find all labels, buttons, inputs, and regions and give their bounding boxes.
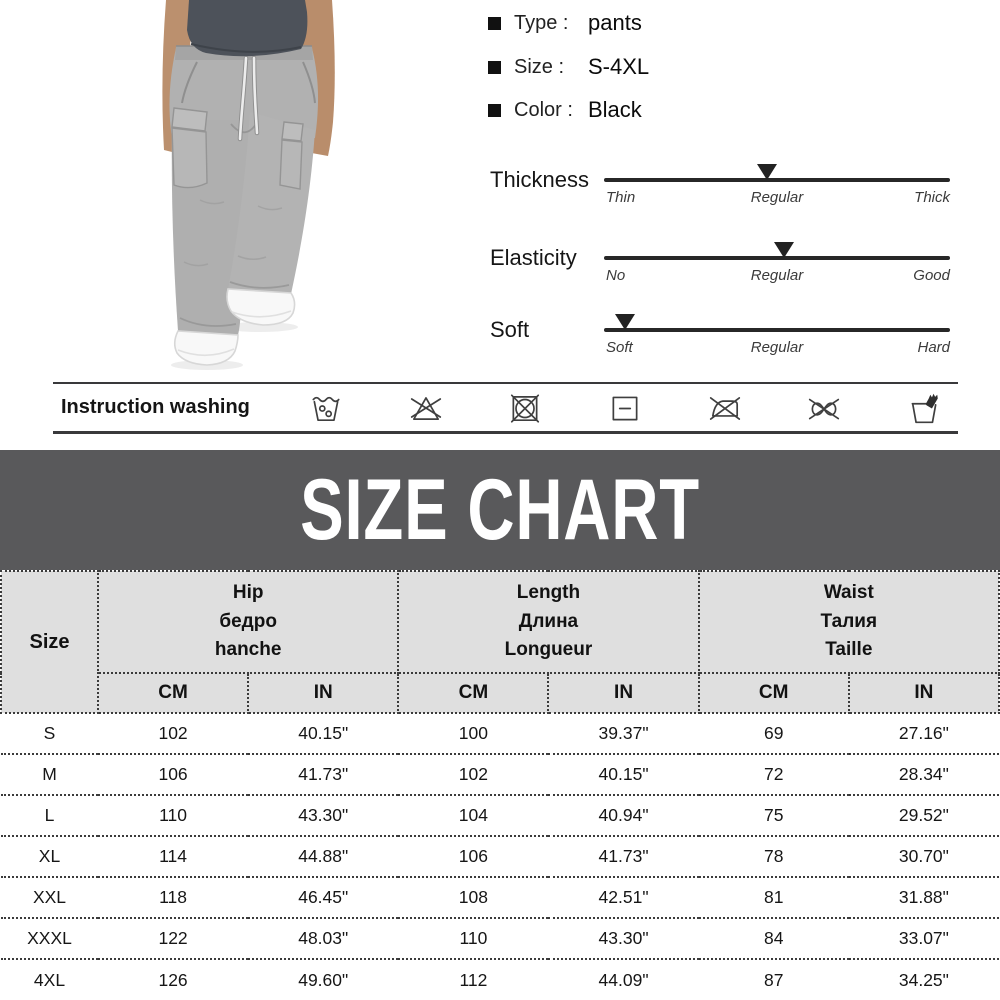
cell: 75: [699, 795, 849, 836]
elasticity-slider: [470, 245, 1000, 303]
right-cargo-pocket: [280, 122, 303, 189]
attr-row-type: [488, 8, 642, 38]
unit-header: IN: [548, 673, 698, 713]
cell: 31.88": [849, 877, 999, 918]
cell: L: [1, 795, 98, 836]
cell: 112: [398, 959, 548, 1000]
attr-value: pants: [588, 10, 642, 35]
header-line: Талия: [820, 610, 878, 632]
table-row: [1, 836, 999, 877]
table-row: [1, 959, 999, 1000]
cell: 87: [699, 959, 849, 1000]
header-line: Длина: [518, 610, 579, 632]
cell: 108: [398, 877, 548, 918]
left-shoe: [175, 331, 238, 365]
attr-label: Size :: [514, 55, 565, 78]
tick-label: Soft: [606, 339, 633, 356]
header-line: Waist: [823, 582, 874, 604]
header-line: бедро: [219, 610, 277, 632]
cell: 81: [699, 877, 849, 918]
cell: XXL: [1, 877, 98, 918]
cell: 106: [398, 836, 548, 877]
cell: 29.52": [849, 795, 999, 836]
slider-marker-icon: [757, 164, 777, 180]
unit-header: CM: [98, 673, 248, 713]
table-row: [1, 713, 999, 754]
unit-header: CM: [398, 673, 548, 713]
unit-header: IN: [248, 673, 398, 713]
cell: XL: [1, 836, 98, 877]
cell: 4XL: [1, 959, 98, 1000]
size-chart-title: SIZE CHART: [300, 461, 700, 558]
header-line: Hip: [232, 582, 264, 604]
cell: 27.16": [849, 713, 999, 754]
table-row: [1, 754, 999, 795]
tick-label: Hard: [917, 339, 950, 356]
cell: 110: [398, 918, 548, 959]
cell: XXXL: [1, 918, 98, 959]
cell: 102: [98, 713, 248, 754]
cell: 46.45": [248, 877, 398, 918]
tick-label: Regular: [750, 189, 804, 206]
hand-wash-icon: [906, 390, 942, 426]
cell: 28.34": [849, 754, 999, 795]
square-bullet-icon: [488, 17, 501, 30]
product-photo: [0, 0, 470, 385]
cell: 40.15": [248, 713, 398, 754]
slider-name: Elasticity: [490, 245, 577, 270]
header-size: Size: [1, 571, 98, 713]
header-line: hanche: [214, 639, 282, 661]
size-chart-banner: [0, 450, 1000, 570]
tick-label: Thin: [606, 189, 636, 206]
unit-header: CM: [699, 673, 849, 713]
slider-name: Soft: [490, 317, 530, 342]
cell: 48.03": [248, 918, 398, 959]
cell: 72: [699, 754, 849, 795]
cell: 84: [699, 918, 849, 959]
slider-name: Thickness: [490, 167, 590, 192]
attr-label: Color :: [514, 98, 573, 121]
do-not-wring-icon: [806, 390, 842, 426]
cell: M: [1, 754, 98, 795]
cell: 41.73": [248, 754, 398, 795]
cell: 34.25": [849, 959, 999, 1000]
cell: 104: [398, 795, 548, 836]
tick-label: Regular: [750, 339, 804, 356]
cell: 118: [98, 877, 248, 918]
cell: 40.94": [548, 795, 698, 836]
cell: 78: [699, 836, 849, 877]
tick-label: Good: [913, 267, 950, 284]
header-length: [398, 571, 698, 673]
slider-marker-icon: [774, 242, 794, 258]
washing-instruction-bar: [53, 382, 958, 434]
cell: 102: [398, 754, 548, 795]
cell: 43.30": [548, 918, 698, 959]
table-row: [1, 795, 999, 836]
cell: 106: [98, 754, 248, 795]
do-not-tumble-dry-icon: [507, 390, 543, 426]
cell: 69: [699, 713, 849, 754]
washing-label: Instruction washing: [61, 396, 250, 418]
cell: 30.70": [849, 836, 999, 877]
header-waist: [699, 571, 999, 673]
cell: 39.37": [548, 713, 698, 754]
dry-flat-icon: [607, 390, 643, 426]
attr-row-color: [488, 95, 642, 125]
cell: 100: [398, 713, 548, 754]
table-row: [1, 918, 999, 959]
slider-track: [604, 328, 950, 332]
cell: 110: [98, 795, 248, 836]
left-cargo-pocket: [172, 108, 207, 188]
cell: 49.60": [248, 959, 398, 1000]
tick-label: Regular: [750, 267, 804, 284]
washing-icons: [308, 390, 958, 426]
cell: 114: [98, 836, 248, 877]
do-not-iron-icon: [707, 390, 743, 426]
soft-slider: [470, 317, 1000, 375]
header-hip: [98, 571, 398, 673]
cell: 42.51": [548, 877, 698, 918]
size-chart-table: [0, 570, 1000, 1000]
thickness-slider: [470, 167, 1000, 225]
cell: 44.09": [548, 959, 698, 1000]
do-not-bleach-icon: [408, 390, 444, 426]
attr-label: Type :: [514, 11, 569, 34]
cell: 44.88": [248, 836, 398, 877]
unit-header: IN: [849, 673, 999, 713]
cell: 41.73": [548, 836, 698, 877]
header-line: Length: [516, 582, 581, 604]
tick-label: No: [606, 267, 626, 284]
header-line: Taille: [825, 639, 873, 661]
table-row: [1, 877, 999, 918]
attr-value: S-4XL: [588, 54, 650, 79]
cell: 40.15": [548, 754, 698, 795]
attr-value: Black: [588, 97, 642, 122]
cell: 43.30": [248, 795, 398, 836]
square-bullet-icon: [488, 104, 501, 117]
square-bullet-icon: [488, 61, 501, 74]
slider-track: [604, 178, 950, 182]
cell: 33.07": [849, 918, 999, 959]
cell: 126: [98, 959, 248, 1000]
header-line: Longueur: [504, 639, 593, 661]
cell: 122: [98, 918, 248, 959]
tick-label: Thick: [914, 189, 950, 206]
slider-marker-icon: [615, 314, 635, 330]
cell: S: [1, 713, 98, 754]
attr-row-size: [488, 52, 649, 82]
machine-wash-icon: [308, 390, 344, 426]
